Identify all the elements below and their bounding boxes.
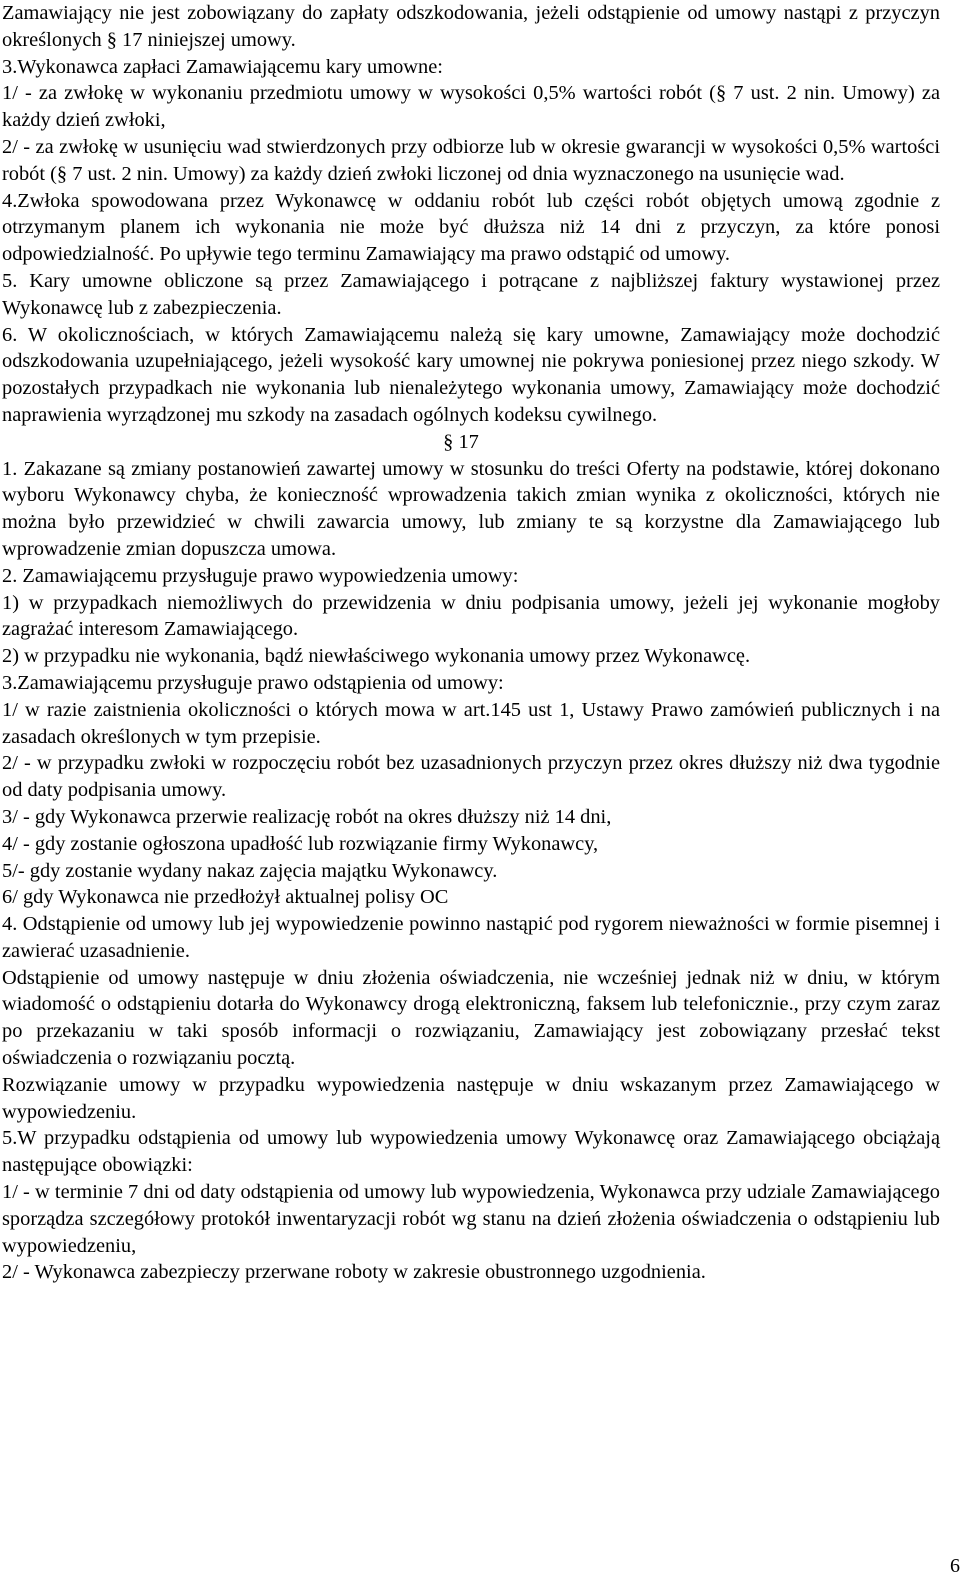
paragraph-termination-case-2: 2) w przypadku nie wykonania, bądź niewłaściwego wykonania umowy przez Wykonawcę. (2, 645, 751, 668)
section-heading: § 17 (443, 430, 479, 453)
paragraph-withdrawal-case-3: 3/ - gdy Wykonawca przerwie realizację robót na okres dłuższy niż 14 dni, (2, 805, 612, 828)
paragraph-termination-right: 2. Zamawiającemu przysługuje prawo wypowiedzenia umowy: (2, 564, 519, 587)
paragraph-obligation-secure-works: 2/ - Wykonawca zabezpieczy przerwane roboty w zakresie obustronnego uzgodnienia. (2, 1261, 706, 1284)
paragraph-withdrawal-case-1: 1/ w razie zaistnienia okoliczności o których mowa w art.145 ust 1, Ustawy Prawo zamówień publicznych i na zasadach określonych w tym przepisie. (2, 698, 940, 748)
paragraph-withdrawal-case-2: 2/ - w przypadku zwłoki w rozpoczęciu robót bez uzasadnionych przyczyn przez okres dłuższy niż dwa tygodnie od daty podpisania umowy. (2, 752, 940, 802)
paragraph-penalty-calculation: 5. Kary umowne obliczone są przez Zamawiającego i potrącane z najbliższej faktury wystawionej przez Wykonawcę lub z zabezpieczenia. (2, 269, 940, 319)
paragraph-delay-limit: 4.Zwłoka spowodowana przez Wykonawcę w oddaniu robót lub części robót objętych umową zgodnie z otrzymanym planem ich wykonania nie może być dłuższa niż 14 dni z przyczyn, za które ponosi odpowiedzialność. Po upływie tego terminu Zamawiający ma prawo odstąpić od umowy. (2, 189, 940, 266)
paragraph-changes-prohibited: 1. Zakazane są zmiany postanowień zawartej umowy w stosunku do treści Oferty na podstawie, której dokonano wyboru Wykonawcy chyba, że konieczność wprowadzenia takich zmian wynika z okoliczności, których nie można było przewidzieć w chwili zawarcia umowy, lub zmiany te są korzystne dla Zamawiającego lub wprowadzenie zmian dopuszcza umowa. (2, 457, 940, 560)
paragraph-written-form: 4. Odstąpienie od umowy lub jej wypowiedzenie powinno nastąpić pod rygorem nieważności w formie pisemnej i zawierać uzasadnienie. (2, 913, 940, 962)
paragraph-obligation-inventory: 1/ - w terminie 7 dni od daty odstąpienia od umowy lub wypowiedzenia, Wykonawca przy udziale Zamawiającego sporządza szczegółowy protokół inwentaryzacji robót wg stanu na dzień złożenia oświadczenia o odstąpieniu lub wypowiedzeniu, (2, 1181, 940, 1257)
paragraph-liability-exclusion: Zamawiający nie jest zobowiązany do zapłaty odszkodowania, jeżeli odstąpienie od umowy nastąpi z przyczyn określonych § 17 niniejszej umowy. (2, 2, 940, 51)
paragraph-termination-effective: Rozwiązanie umowy w przypadku wypowiedzenia następuje w dniu wskazanym przez Zamawiającego w wypowiedzeniu. (2, 1073, 940, 1123)
paragraph-withdrawal-case-4: 4/ - gdy zostanie ogłoszona upadłość lub rozwiązanie firmy Wykonawcy, (2, 832, 599, 855)
paragraph-penalty-defects: 2/ - za zwłokę w usunięciu wad stwierdzonych przy odbiorze lub w okresie gwarancji w wysokości 0,5% wartości robót (§ 7 ust. 2 nin. Umowy) za każdy dzień zwłoki liczonej od dnia wyznaczonego na usunięcie wad. (2, 135, 940, 185)
paragraph-penalty-delay: 1/ - za zwłokę w wykonaniu przedmiotu umowy w wysokości 0,5% wartości robót (§ 7 ust. 2 nin. Umowy) za każdy dzień zwłoki, (2, 82, 940, 132)
paragraph-withdrawal-effective: Odstąpienie od umowy następuje w dniu złożenia oświadczenia, nie wcześniej jednak niż w dniu, w którym wiadomość o odstąpieniu dotarła do Wykonawcy drogą elektroniczną, faksem lub telefonicznie., przy czym zaraz po przekazaniu w taki sposób informacji o rozwiązaniu, Zamawiający jest zobowiązany przesłać tekst oświadczenia o rozwiązaniu pocztą. (2, 966, 940, 1070)
paragraph-termination-case-1: 1) w przypadkach niemożliwych do przewidzenia w dniu podpisania umowy, jeżeli jej wykonanie mogłoby zagrażać interesom Zamawiającego. (2, 591, 940, 641)
paragraph-obligations-heading: 5.W przypadku odstąpienia od umowy lub wypowiedzenia umowy Wykonawcę oraz Zamawiającego obciążają następujące obowiązki: (2, 1127, 940, 1177)
paragraph-withdrawal-case-6: 6/ gdy Wykonawca nie przedłożył aktualnej polisy OC (2, 886, 449, 909)
paragraph-withdrawal-case-5: 5/- gdy zostanie wydany nakaz zajęcia majątku Wykonawcy. (2, 859, 498, 882)
paragraph-withdrawal-right: 3.Zamawiającemu przysługuje prawo odstąpienia od umowy: (2, 671, 504, 694)
paragraph-penalties-heading: 3.Wykonawca zapłaci Zamawiającemu kary umowne: (2, 55, 443, 78)
paragraph-supplementary-damages: 6. W okolicznościach, w których Zamawiającemu należą się kary umowne, Zamawiający może dochodzić odszkodowania uzupełniającego, jeżeli wysokość kary umownej nie pokrywa poniesionej przez niego szkody. W pozostałych przypadkach nie wykonania lub nienależytego wykonania umowy, Zamawiający może dochodzić naprawienia wyrządzonej mu szkody na zasadach ogólnych kodeksu cywilnego. (2, 323, 940, 426)
page-number: 6 (950, 1555, 960, 1577)
